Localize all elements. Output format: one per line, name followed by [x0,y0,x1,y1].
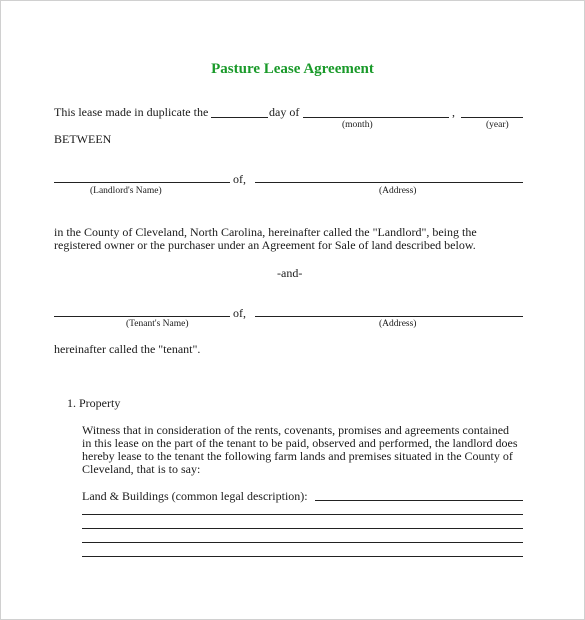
intro-comma: , [452,105,455,119]
land-description-line-5 [82,556,523,557]
day-blank-line [211,117,268,118]
year-blank-line [461,117,523,118]
tenant-address-line [255,316,523,317]
land-description-line-3 [82,528,523,529]
witness-line-1: Witness that in consideration of the rents, covenants, promises and agreements contained [82,423,510,437]
land-buildings-label: Land & Buildings (common legal description): [82,489,308,503]
tenant-name-line [54,316,230,317]
and-separator: -and- [277,266,303,280]
land-description-line-1 [315,500,523,501]
intro-prefix: This lease made in duplicate the [54,105,209,119]
witness-line-3: hereby lease to the tenant the following farm lands and premises situated in the County of [82,449,513,463]
witness-line-2: in this lease on the part of the tenant to be paid, observed and performed, the landlord does [82,436,518,450]
landlord-address-caption: (Address) [379,186,417,196]
tenant-address-caption: (Address) [379,319,417,329]
between-label: BETWEEN [54,132,112,146]
witness-line-4: Cleveland, that is to say: [82,462,201,476]
tenant-name-caption: (Tenant's Name) [126,319,189,329]
intro-day-of: day of [269,105,300,119]
tenant-called-text: hereinafter called the "tenant". [54,342,201,356]
county-paragraph-line-2: registered owner or the purchaser under an Agreement for Sale of land described below. [54,238,476,252]
section-1-heading: 1. Property [67,396,121,410]
month-blank-line [303,117,449,118]
landlord-name-caption: (Landlord's Name) [90,186,162,196]
land-description-line-2 [82,514,523,515]
document-title: Pasture Lease Agreement [211,61,374,77]
landlord-address-line [255,182,523,183]
land-description-line-4 [82,542,523,543]
month-caption: (month) [342,120,373,130]
landlord-name-line [54,182,230,183]
county-paragraph-line-1: in the County of Cleveland, North Carolina, hereinafter called the "Landlord", being the [54,225,477,239]
year-caption: (year) [486,120,509,130]
landlord-of: of, [233,172,246,186]
tenant-of: of, [233,306,246,320]
